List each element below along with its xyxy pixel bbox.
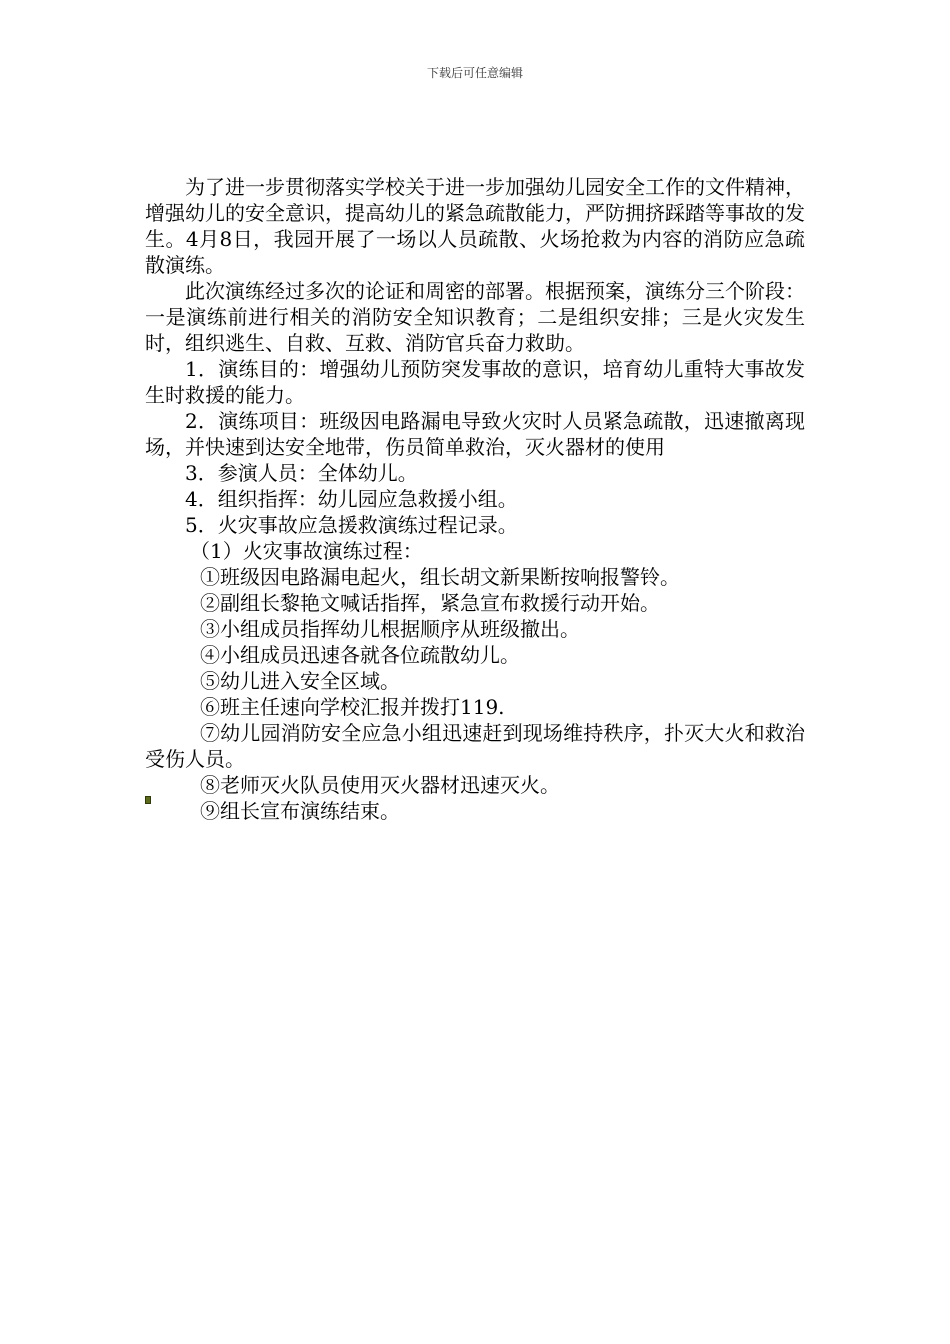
- participants-item: 3．参演人员：全体幼儿。: [185, 461, 418, 485]
- process-step-4: ④小组成员迅速各就各位疏散幼儿。: [200, 643, 520, 667]
- process-subheading: （1）火灾事故演练过程：: [190, 539, 423, 563]
- bookmark-marker-icon: [145, 796, 151, 804]
- intro-paragraph: 为了进一步贯彻落实学校关于进一步加强幼儿园安全工作的文件精神，增强幼儿的安全意识，提高幼儿的紧急疏散能力，严防拥挤踩踏等事故的发生。4月8日，我园开展了一场以人员疏散、火场抢救为内容的消防应急疏散演练。: [145, 175, 805, 277]
- record-item: 5．火灾事故应急援救演练过程记录。: [185, 513, 518, 537]
- process-step-5: ⑤幼儿进入安全区域。: [200, 669, 400, 693]
- process-step-6: ⑥班主任速向学校汇报并拨打119.: [200, 695, 505, 719]
- process-step-9: ⑨组长宣布演练结束。: [200, 799, 400, 823]
- process-step-7: ⑦幼儿园消防安全应急小组迅速赶到现场维持秩序，扑灭大火和救治受伤人员。: [145, 721, 805, 771]
- process-step-1: ①班级因电路漏电起火，组长胡文新果断按响报警铃。: [200, 565, 680, 589]
- page-header-note: 下载后可任意编辑: [426, 66, 523, 80]
- process-step-2: ②副组长黎艳文喊话指挥，紧急宣布救援行动开始。: [200, 591, 660, 615]
- document-body: [145, 174, 805, 824]
- process-step-8: ⑧老师灭火队员使用灭火器材迅速灭火。: [200, 773, 560, 797]
- process-step-3: ③小组成员指挥幼儿根据顺序从班级撤出。: [200, 617, 580, 641]
- drill-purpose-item: 1．演练目的：增强幼儿预防突发事故的意识，培育幼儿重特大事故发生时救援的能力。: [145, 357, 805, 407]
- drill-project-item: 2．演练项目：班级因电路漏电导致火灾时人员紧急疏散，迅速撤离现场，并快速到达安全地带，伤员简单救治，灭火器材的使用: [145, 409, 805, 459]
- phases-paragraph: 此次演练经过多次的论证和周密的部署。根据预案，演练分三个阶段：一是演练前进行相关的消防安全知识教育；二是组织安排；三是火灾发生时，组织逃生、自救、互救、消防官兵奋力救助。: [145, 279, 805, 355]
- command-item: 4．组织指挥：幼儿园应急救援小组。: [185, 487, 518, 511]
